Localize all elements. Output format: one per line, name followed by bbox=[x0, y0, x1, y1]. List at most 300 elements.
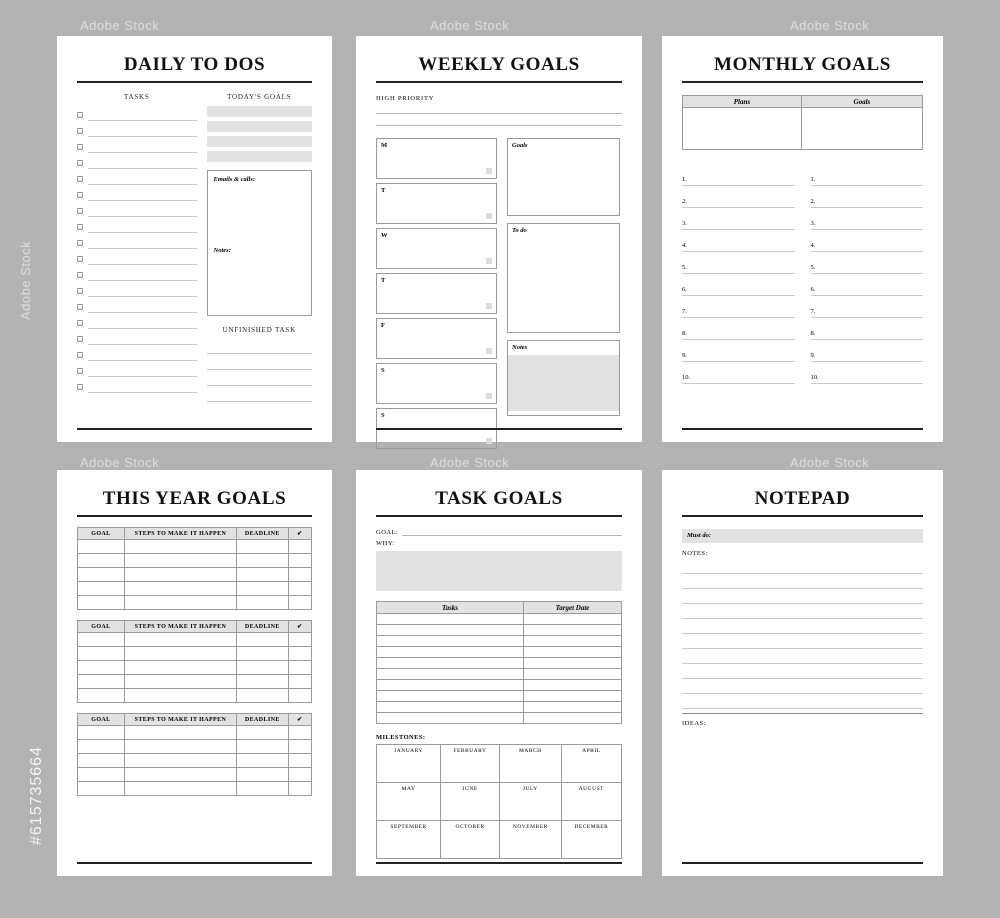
day-box-4[interactable] bbox=[376, 318, 497, 359]
numbered-row[interactable] bbox=[682, 362, 795, 384]
table-row[interactable] bbox=[377, 713, 622, 724]
row-number: 6. bbox=[810, 286, 816, 293]
task-checkbox[interactable] bbox=[77, 336, 83, 342]
deadline-cell[interactable] bbox=[237, 675, 288, 689]
table-row[interactable] bbox=[377, 669, 622, 680]
numbered-row[interactable] bbox=[682, 186, 795, 208]
notes-lines[interactable] bbox=[682, 559, 923, 709]
table-row[interactable] bbox=[78, 726, 312, 740]
task-row[interactable] bbox=[77, 217, 197, 233]
task-cell[interactable] bbox=[377, 702, 524, 713]
task-row[interactable] bbox=[77, 329, 197, 345]
page-title: MONTHLY GOALS bbox=[714, 54, 891, 75]
day-box-list[interactable] bbox=[376, 138, 497, 449]
column-header-goal: GOAL bbox=[78, 621, 125, 633]
milestone-month-cell[interactable]: DECEMBER bbox=[561, 821, 621, 859]
check-cell[interactable] bbox=[288, 675, 311, 689]
numbered-row[interactable] bbox=[811, 186, 924, 208]
task-write-line[interactable] bbox=[88, 381, 197, 393]
note-line[interactable] bbox=[682, 574, 923, 589]
numbered-row[interactable] bbox=[682, 164, 795, 186]
deadline-cell[interactable] bbox=[237, 740, 288, 754]
year-goal-blocks[interactable] bbox=[77, 527, 312, 796]
steps-cell[interactable] bbox=[124, 740, 236, 754]
steps-cell[interactable] bbox=[124, 754, 236, 768]
task-checkbox[interactable] bbox=[77, 208, 83, 214]
steps-cell[interactable] bbox=[124, 661, 236, 675]
numbered-row[interactable] bbox=[682, 296, 795, 318]
steps-cell[interactable] bbox=[124, 782, 236, 796]
check-cell[interactable] bbox=[288, 540, 311, 554]
task-write-line[interactable] bbox=[88, 157, 197, 169]
milestone-row bbox=[377, 783, 622, 821]
task-list[interactable] bbox=[77, 105, 197, 393]
task-cell[interactable] bbox=[377, 625, 524, 636]
row-number: 8. bbox=[810, 330, 816, 337]
day-marker[interactable] bbox=[486, 348, 492, 354]
goal-cell[interactable] bbox=[78, 754, 125, 768]
target-date-cell[interactable] bbox=[524, 658, 622, 669]
year-goal-block[interactable] bbox=[77, 620, 312, 703]
goal-input-line[interactable] bbox=[402, 525, 622, 536]
day-letter: M bbox=[381, 142, 388, 149]
deadline-cell[interactable] bbox=[237, 768, 288, 782]
todays-goals-bars[interactable] bbox=[207, 106, 312, 162]
numbered-list-right[interactable] bbox=[811, 164, 924, 384]
goals-column bbox=[207, 93, 312, 402]
task-checkbox[interactable] bbox=[77, 192, 83, 198]
task-write-line[interactable] bbox=[88, 349, 197, 361]
row-number: 7. bbox=[810, 308, 816, 315]
day-box-0[interactable] bbox=[376, 138, 497, 179]
deadline-cell[interactable] bbox=[237, 754, 288, 768]
check-cell[interactable] bbox=[288, 647, 311, 661]
unfinished-task-lines[interactable] bbox=[207, 338, 312, 402]
target-date-cell[interactable] bbox=[524, 647, 622, 658]
steps-cell[interactable] bbox=[124, 633, 236, 647]
note-line[interactable] bbox=[682, 679, 923, 694]
check-cell[interactable] bbox=[288, 661, 311, 675]
steps-cell[interactable] bbox=[124, 596, 236, 610]
tasks-table-body[interactable] bbox=[376, 613, 622, 724]
steps-cell[interactable] bbox=[124, 568, 236, 582]
weekly-goals-box[interactable] bbox=[507, 138, 620, 216]
table-row[interactable] bbox=[78, 782, 312, 796]
target-date-cell[interactable] bbox=[524, 680, 622, 691]
task-cell[interactable] bbox=[377, 636, 524, 647]
task-row[interactable] bbox=[77, 153, 197, 169]
unfinished-task-line[interactable] bbox=[207, 370, 312, 386]
table-row[interactable] bbox=[377, 658, 622, 669]
plans-goals-table[interactable] bbox=[682, 95, 923, 150]
goal-cell[interactable] bbox=[78, 768, 125, 782]
unfinished-task-line[interactable] bbox=[207, 338, 312, 354]
target-date-cell[interactable] bbox=[524, 702, 622, 713]
steps-cell[interactable] bbox=[124, 582, 236, 596]
day-marker[interactable] bbox=[486, 303, 492, 309]
table-row[interactable] bbox=[78, 740, 312, 754]
row-number: 1. bbox=[810, 176, 816, 183]
task-write-line[interactable] bbox=[88, 237, 197, 249]
weekly-side-column bbox=[507, 138, 620, 453]
numbered-row[interactable] bbox=[811, 230, 924, 252]
milestone-month-cell[interactable]: MAY bbox=[377, 783, 441, 821]
goal-cell[interactable] bbox=[78, 554, 125, 568]
notes-label: NOTES: bbox=[682, 550, 708, 557]
steps-cell[interactable] bbox=[124, 768, 236, 782]
task-write-line[interactable] bbox=[88, 317, 197, 329]
milestone-month-cell[interactable]: SEPTEMBER bbox=[377, 821, 441, 859]
task-row[interactable] bbox=[77, 201, 197, 217]
task-write-line[interactable] bbox=[88, 141, 197, 153]
goal-row[interactable] bbox=[376, 525, 622, 536]
task-checkbox[interactable] bbox=[77, 256, 83, 262]
table-row[interactable] bbox=[377, 702, 622, 713]
deadline-cell[interactable] bbox=[237, 554, 288, 568]
task-checkbox[interactable] bbox=[77, 128, 83, 134]
goal-bar[interactable] bbox=[207, 106, 312, 117]
page-title: WEEKLY GOALS bbox=[418, 54, 580, 75]
numbered-row[interactable] bbox=[811, 274, 924, 296]
task-row[interactable] bbox=[77, 249, 197, 265]
check-cell[interactable] bbox=[288, 568, 311, 582]
why-textarea[interactable] bbox=[376, 551, 622, 591]
table-row[interactable] bbox=[78, 554, 312, 568]
table-row[interactable] bbox=[78, 582, 312, 596]
task-row[interactable] bbox=[77, 137, 197, 153]
title-divider bbox=[682, 81, 923, 83]
column-header-steps: STEPS TO MAKE IT HAPPEN bbox=[124, 621, 236, 633]
table-row[interactable] bbox=[78, 754, 312, 768]
task-row[interactable] bbox=[77, 185, 197, 201]
goal-label: GOAL: bbox=[376, 529, 399, 536]
goal-cell[interactable] bbox=[78, 568, 125, 582]
milestone-month-cell[interactable]: MARCH bbox=[499, 745, 561, 783]
day-letter: T bbox=[381, 187, 386, 194]
day-box-2[interactable] bbox=[376, 228, 497, 269]
steps-cell[interactable] bbox=[124, 554, 236, 568]
unfinished-task-line[interactable] bbox=[207, 386, 312, 402]
task-write-line[interactable] bbox=[88, 333, 197, 345]
numbered-list-left[interactable] bbox=[682, 164, 795, 384]
goal-bar[interactable] bbox=[207, 151, 312, 162]
goal-bar[interactable] bbox=[207, 136, 312, 147]
watermark-tile: Adobe Stock bbox=[790, 18, 870, 33]
table-row[interactable] bbox=[78, 568, 312, 582]
high-priority-line[interactable] bbox=[376, 102, 622, 114]
task-cell[interactable] bbox=[377, 713, 524, 724]
row-number: 1. bbox=[682, 176, 687, 183]
milestone-row bbox=[377, 745, 622, 783]
title-divider bbox=[77, 515, 312, 517]
target-date-cell[interactable] bbox=[524, 713, 622, 724]
steps-cell[interactable] bbox=[124, 647, 236, 661]
steps-cell[interactable] bbox=[124, 689, 236, 703]
table-row[interactable] bbox=[78, 661, 312, 675]
table-row[interactable] bbox=[78, 689, 312, 703]
table-row[interactable] bbox=[377, 647, 622, 658]
milestones-label: MILESTONES: bbox=[376, 734, 426, 741]
goal-cell[interactable] bbox=[78, 582, 125, 596]
note-line[interactable] bbox=[682, 604, 923, 619]
table-row[interactable] bbox=[377, 636, 622, 647]
check-cell[interactable] bbox=[288, 726, 311, 740]
numbered-row[interactable] bbox=[811, 252, 924, 274]
day-marker[interactable] bbox=[486, 438, 492, 444]
day-box-1[interactable] bbox=[376, 183, 497, 224]
title-divider bbox=[77, 81, 312, 83]
check-cell[interactable] bbox=[288, 596, 311, 610]
task-write-line[interactable] bbox=[88, 301, 197, 313]
notes-fill bbox=[508, 355, 619, 411]
table-row[interactable] bbox=[78, 633, 312, 647]
check-cell[interactable] bbox=[288, 768, 311, 782]
note-line[interactable] bbox=[682, 589, 923, 604]
target-date-cell[interactable] bbox=[524, 614, 622, 625]
day-marker[interactable] bbox=[486, 393, 492, 399]
goal-cell[interactable] bbox=[78, 782, 125, 796]
numbered-row[interactable] bbox=[811, 296, 924, 318]
numbered-row[interactable] bbox=[682, 208, 795, 230]
table-row[interactable] bbox=[683, 108, 923, 150]
task-cell[interactable] bbox=[377, 614, 524, 625]
ideas-label: IDEAS: bbox=[682, 720, 706, 727]
column-header-plans: Plans bbox=[683, 96, 802, 108]
task-write-line[interactable] bbox=[88, 285, 197, 297]
deadline-cell[interactable] bbox=[237, 633, 288, 647]
deadline-cell[interactable] bbox=[237, 568, 288, 582]
milestone-month-cell[interactable]: OCTOBER bbox=[441, 821, 500, 859]
day-marker[interactable] bbox=[486, 258, 492, 264]
table-header-row bbox=[78, 621, 312, 633]
task-row[interactable] bbox=[77, 281, 197, 297]
task-cell[interactable] bbox=[377, 691, 524, 702]
goal-cell[interactable] bbox=[78, 647, 125, 661]
weekly-columns bbox=[376, 138, 622, 453]
unfinished-task-line[interactable] bbox=[207, 354, 312, 370]
check-cell[interactable] bbox=[288, 782, 311, 796]
page-daily-to-dos bbox=[57, 36, 332, 442]
numbered-row[interactable] bbox=[682, 340, 795, 362]
year-goal-block[interactable] bbox=[77, 527, 312, 610]
weekly-todo-box[interactable] bbox=[507, 223, 620, 333]
table-row[interactable] bbox=[377, 680, 622, 691]
task-write-line[interactable] bbox=[88, 253, 197, 265]
days-column bbox=[376, 138, 497, 453]
task-checkbox[interactable] bbox=[77, 112, 83, 118]
column-header-check: ✔ bbox=[288, 621, 311, 633]
column-header-goals: Goals bbox=[801, 96, 922, 108]
why-label: WHY: bbox=[376, 540, 395, 547]
task-row[interactable] bbox=[77, 297, 197, 313]
milestones-grid-wrap bbox=[376, 744, 622, 859]
check-cell[interactable] bbox=[288, 582, 311, 596]
page-bottom-divider bbox=[682, 862, 923, 864]
column-header-tasks: Tasks bbox=[377, 602, 524, 614]
high-priority-section bbox=[376, 95, 622, 126]
check-cell[interactable] bbox=[288, 689, 311, 703]
column-header-steps: STEPS TO MAKE IT HAPPEN bbox=[124, 528, 236, 540]
note-line[interactable] bbox=[682, 559, 923, 574]
task-checkbox[interactable] bbox=[77, 144, 83, 150]
note-line[interactable] bbox=[682, 634, 923, 649]
table-row[interactable] bbox=[78, 768, 312, 782]
watermark-tile: Adobe Stock bbox=[80, 18, 160, 33]
task-write-line[interactable] bbox=[88, 109, 197, 121]
day-marker[interactable] bbox=[486, 213, 492, 219]
table-row[interactable] bbox=[78, 675, 312, 689]
steps-cell[interactable] bbox=[124, 726, 236, 740]
task-row[interactable] bbox=[77, 313, 197, 329]
page-monthly-goals bbox=[662, 36, 943, 442]
numbered-row[interactable] bbox=[811, 164, 924, 186]
table-row[interactable] bbox=[377, 691, 622, 702]
task-checkbox[interactable] bbox=[77, 304, 83, 310]
target-date-cell[interactable] bbox=[524, 625, 622, 636]
task-cell[interactable] bbox=[377, 647, 524, 658]
milestone-month-cell[interactable]: NOVEMBER bbox=[499, 821, 561, 859]
steps-cell[interactable] bbox=[124, 540, 236, 554]
day-box-5[interactable] bbox=[376, 363, 497, 404]
task-row[interactable] bbox=[77, 233, 197, 249]
note-line[interactable] bbox=[682, 664, 923, 679]
check-cell[interactable] bbox=[288, 554, 311, 568]
task-write-line[interactable] bbox=[88, 189, 197, 201]
emails-notes-box[interactable] bbox=[207, 170, 312, 316]
milestone-month-cell[interactable]: FEBRUARY bbox=[441, 745, 500, 783]
numbered-row[interactable] bbox=[811, 318, 924, 340]
task-write-line[interactable] bbox=[88, 269, 197, 281]
task-write-line[interactable] bbox=[88, 221, 197, 233]
goal-cell[interactable] bbox=[78, 633, 125, 647]
task-row[interactable] bbox=[77, 377, 197, 393]
task-checkbox[interactable] bbox=[77, 160, 83, 166]
deadline-cell[interactable] bbox=[237, 596, 288, 610]
table-row[interactable] bbox=[78, 596, 312, 610]
milestone-month-cell[interactable]: JANUARY bbox=[377, 745, 441, 783]
task-write-line[interactable] bbox=[88, 365, 197, 377]
numbered-row[interactable] bbox=[811, 362, 924, 384]
watermark-tile: Adobe Stock bbox=[430, 18, 510, 33]
task-checkbox[interactable] bbox=[77, 352, 83, 358]
task-write-line[interactable] bbox=[88, 205, 197, 217]
task-cell[interactable] bbox=[377, 669, 524, 680]
day-marker[interactable] bbox=[486, 168, 492, 174]
steps-cell[interactable] bbox=[124, 675, 236, 689]
milestone-month-cell[interactable]: AUGUST bbox=[561, 783, 621, 821]
numbered-row[interactable] bbox=[682, 252, 795, 274]
check-cell[interactable] bbox=[288, 754, 311, 768]
column-header-deadline: DEADLINE bbox=[237, 621, 288, 633]
plans-cell[interactable] bbox=[683, 108, 802, 150]
task-checkbox[interactable] bbox=[77, 272, 83, 278]
weekly-notes-box[interactable] bbox=[507, 340, 620, 416]
deadline-cell[interactable] bbox=[237, 647, 288, 661]
day-box-3[interactable] bbox=[376, 273, 497, 314]
table-row[interactable] bbox=[78, 540, 312, 554]
task-checkbox[interactable] bbox=[77, 288, 83, 294]
goals-cell[interactable] bbox=[801, 108, 922, 150]
task-checkbox[interactable] bbox=[77, 176, 83, 182]
deadline-cell[interactable] bbox=[237, 689, 288, 703]
emails-calls-label: Emails & calls: bbox=[213, 176, 256, 183]
task-row[interactable] bbox=[77, 265, 197, 281]
milestone-month-cell[interactable]: JUNE bbox=[441, 783, 500, 821]
note-line[interactable] bbox=[682, 619, 923, 634]
task-write-line[interactable] bbox=[88, 173, 197, 185]
table-row[interactable] bbox=[377, 625, 622, 636]
numbered-row[interactable] bbox=[682, 274, 795, 296]
column-header-goal: GOAL bbox=[78, 714, 125, 726]
goal-cell[interactable] bbox=[78, 596, 125, 610]
task-row[interactable] bbox=[77, 345, 197, 361]
table-row[interactable] bbox=[78, 647, 312, 661]
check-cell[interactable] bbox=[288, 740, 311, 754]
numbered-row[interactable] bbox=[811, 340, 924, 362]
task-row[interactable] bbox=[77, 105, 197, 121]
table-row[interactable] bbox=[377, 614, 622, 625]
task-cell[interactable] bbox=[377, 658, 524, 669]
task-row[interactable] bbox=[77, 361, 197, 377]
goal-cell[interactable] bbox=[78, 540, 125, 554]
title-divider bbox=[376, 81, 622, 83]
must-do-bar[interactable] bbox=[682, 529, 923, 543]
ideas-area[interactable] bbox=[682, 727, 923, 847]
goal-bar[interactable] bbox=[207, 121, 312, 132]
task-checkbox[interactable] bbox=[77, 240, 83, 246]
check-cell[interactable] bbox=[288, 633, 311, 647]
target-date-cell[interactable] bbox=[524, 669, 622, 680]
task-checkbox[interactable] bbox=[77, 384, 83, 390]
note-line[interactable] bbox=[682, 694, 923, 709]
goal-cell[interactable] bbox=[78, 726, 125, 740]
deadline-cell[interactable] bbox=[237, 661, 288, 675]
deadline-cell[interactable] bbox=[237, 540, 288, 554]
deadline-cell[interactable] bbox=[237, 782, 288, 796]
task-checkbox[interactable] bbox=[77, 320, 83, 326]
task-write-line[interactable] bbox=[88, 125, 197, 137]
title-divider bbox=[682, 515, 923, 517]
milestones-grid[interactable] bbox=[376, 744, 622, 859]
task-row[interactable] bbox=[77, 121, 197, 137]
goal-cell[interactable] bbox=[78, 661, 125, 675]
milestone-month-cell[interactable]: JULY bbox=[499, 783, 561, 821]
goal-cell[interactable] bbox=[78, 675, 125, 689]
deadline-cell[interactable] bbox=[237, 582, 288, 596]
numbered-row[interactable] bbox=[682, 230, 795, 252]
row-number: 4. bbox=[682, 242, 687, 249]
task-cell[interactable] bbox=[377, 680, 524, 691]
row-number: 9. bbox=[682, 352, 687, 359]
numbered-row[interactable] bbox=[811, 208, 924, 230]
year-goal-block[interactable] bbox=[77, 713, 312, 796]
deadline-cell[interactable] bbox=[237, 726, 288, 740]
goal-cell[interactable] bbox=[78, 689, 125, 703]
task-checkbox[interactable] bbox=[77, 368, 83, 374]
goal-cell[interactable] bbox=[78, 740, 125, 754]
numbered-row[interactable] bbox=[682, 318, 795, 340]
milestone-month-cell[interactable]: APRIL bbox=[561, 745, 621, 783]
target-date-cell[interactable] bbox=[524, 691, 622, 702]
page-this-year-goals bbox=[57, 470, 332, 876]
high-priority-line[interactable] bbox=[376, 114, 622, 126]
row-number: 3. bbox=[810, 220, 816, 227]
target-date-cell[interactable] bbox=[524, 636, 622, 647]
note-line[interactable] bbox=[682, 649, 923, 664]
column-header-goal: GOAL bbox=[78, 528, 125, 540]
task-row[interactable] bbox=[77, 169, 197, 185]
task-checkbox[interactable] bbox=[77, 224, 83, 230]
